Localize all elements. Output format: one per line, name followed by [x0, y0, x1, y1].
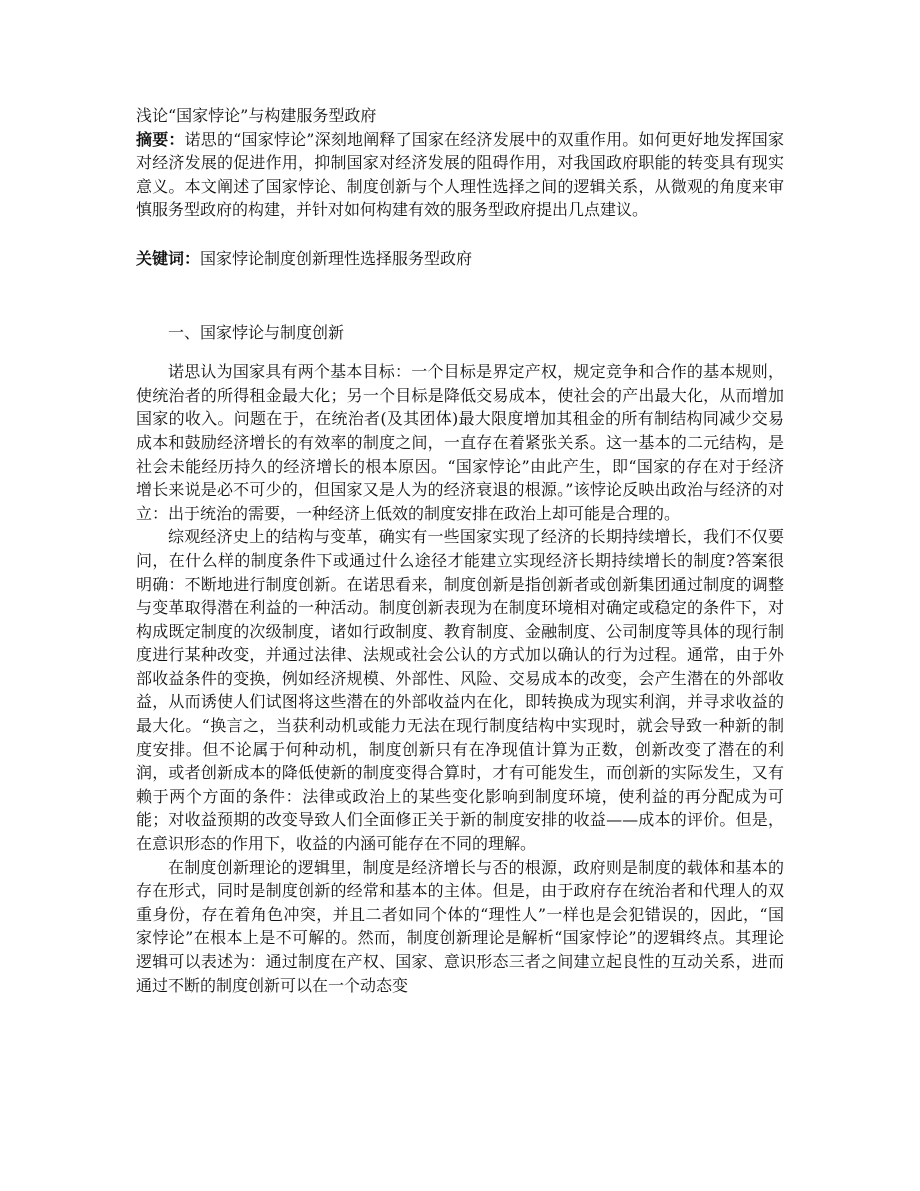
document-title: 浅论“国家悖论”与构建服务型政府 [136, 106, 377, 125]
keywords-text: 国家悖论制度创新理性选择服务型政府 [200, 248, 473, 268]
section-heading: 一、国家悖论与制度创新 [168, 322, 345, 342]
document-page [136, 104, 784, 997]
keywords [136, 247, 784, 271]
abstract [136, 128, 784, 222]
keywords-label: 关键词： [136, 248, 201, 268]
abstract-label: 摘要： [136, 129, 185, 149]
body-paragraph: 综观经济史上的结构与变革，确实有一些国家实现了经济的长期持续增长，我们不仅要问，在什么样的制度条件下或通过什么途径才能建立实现经济长期持续增长的制度?答案很明确：不断地进行制度创新。在诺思看来，制度创新是指创新者或创新集团通过制度的调整与变革取得潜在利益的一种活动。制度创新表现为在制度环境相对确定或稳定的条件下，对构成既定制度的次级制度，诸如行政制度、教育制度、金融制度、公司制度等具体的现行制度进行某种改变，并通过法律、法规或社会公认的方式加以确认的行为过程。通常，由于外部收益条件的变换，例如经济规模、外部性、风险、交易成本的改变，会产生潜在的外部收益，从而诱使人们试图将这些潜在的外部收益内在化，即转换成为现实利润，并寻求收益的最大化。“换言之，当获利动机或能力无法在现行制度结构中实现时，就会导致一种新的制度安排。但不论属于何种动机，制度创新只有在净现值计算为正数，创新改变了潜在的利润，或者创新成本的降低使新的制度变得合算时，才有可能发生，而创新的实际发生，又有赖于两个方面的条件：法律或政治上的某些变化影响到制度环境，使利益的再分配成为可能；对收益预期的改变导致人们全面修正关于新的制度安排的收益——成本的评价。但是，在意识形态的作用下，收益的内涵可能存在不同的理解。 [136, 527, 784, 854]
abstract-text: 诺思的“国家悖论”深刻地阐释了国家在经济发展中的双重作用。如何更好地发挥国家对经济发展的促进作用，抑制国家对经济发展的阻碍作用，对我国政府职能的转变具有现实意义。本文阐述了国家悖论、制度创新与个人理性选择之间的逻辑关系，从微观的角度来审慎服务型政府的构建，并针对如何构建有效的服务型政府提出几点建议。 [136, 129, 784, 220]
body-paragraph: 诺思认为国家具有两个基本目标：一个目标是界定产权，规定竞争和合作的基本规则，使统治者的所得租金最大化；另一个目标是降低交易成本，使社会的产出最大化，从而增加国家的收入。问题在于，在统治者(及其团体)最大限度增加其租金的所有制结构同减少交易成本和鼓励经济增长的有效率的制度之间，一直存在着紧张关系。这一基本的二元结构，是社会未能经历持久的经济增长的根本原因。“国家悖论”由此产生，即“国家的存在对于经济增长来说是必不可少的，但国家又是人为的经济衰退的根源。”该悖论反映出政治与经济的对立：出于统治的需要，一种经济上低效的制度安排在政治上却可能是合理的。 [136, 362, 784, 523]
body-paragraph: 在制度创新理论的逻辑里，制度是经济增长与否的根源，政府则是制度的载体和基本的存在形式，同时是制度创新的经常和基本的主体。但是，由于政府存在统治者和代理人的双重身份，存在着角色冲突，并且二者如同个体的“理性人”一样也是会犯错误的，因此，“国家悖论”在根本上是不可解的。然而，制度创新理论是解析“国家悖论”的逻辑终点。其理论逻辑可以表述为：通过制度在产权、国家、意识形态三者之间建立起良性的互动关系，进而通过不断的制度创新可以在一个动态变 [136, 857, 784, 995]
